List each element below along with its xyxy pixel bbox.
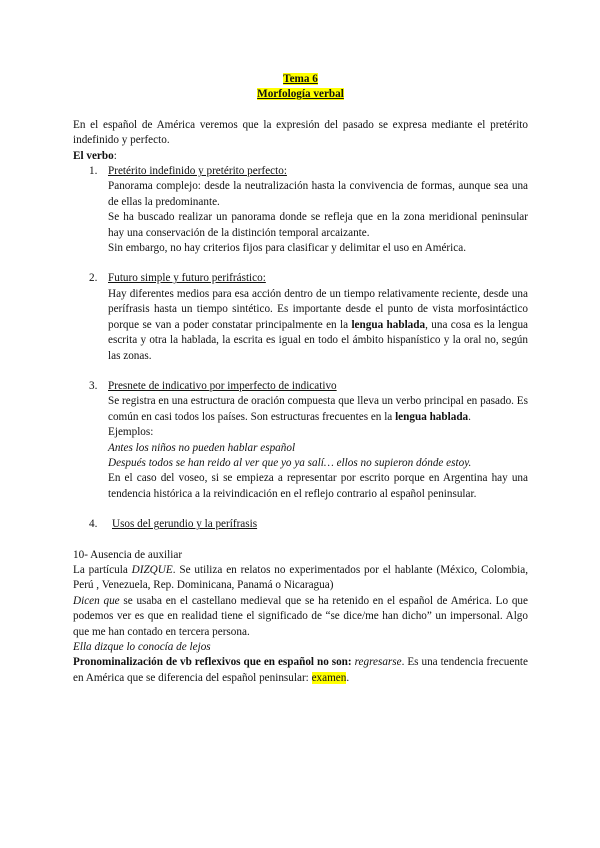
paragraph: Se registra en una estructura de oración compuesta que lleva un verbo principal en pasado. Es común en casi todos los países. Son estructuras frecuentes en la lengua hablada. xyxy=(108,395,528,423)
example-line: Después todos se han reido al ver que yo ya salí… ellos no supieron dónde estoy. xyxy=(108,456,472,469)
document-page xyxy=(73,72,528,686)
section-4 xyxy=(73,517,528,532)
paragraph: Se ha buscado realizar un panorama donde se refleja que en la zona meridional peninsular hay una conservación de la distinción temporal arcaizante. xyxy=(108,211,528,239)
paragraph: Hay diferentes medios para esa acción dentro de un tiempo relativamente reciente, desde una perífrasis hasta un tiempo sintético. Es importante desde el punto de vista morfosintáctico porque se van a poder constatar principalmente en la lengua hablada, una cosa es la lengua escrita y otra la hablada, la escrita es igual en todo el ámbito hispanístico y la oral no, según las zonas. xyxy=(108,287,529,362)
section-3 xyxy=(73,379,528,502)
section-number: 2. xyxy=(89,272,98,285)
highlighted-word: examen xyxy=(311,671,347,684)
section-heading: Presnete de indicativo por imperfecto de indicativo xyxy=(108,379,337,392)
verbo-heading: El verbo: xyxy=(73,149,117,162)
paragraph: Sin embargo, no hay criterios fijos para clasificar y delimitar el uso en América. xyxy=(108,242,466,255)
document-subtitle: Morfología verbal xyxy=(257,88,344,101)
paragraph: En el caso del voseo, si se empieza a representar por escrito porque en Argentina hay una tendencia histórica a la reivindicación en el reflejo contrario al español peninsular. xyxy=(108,472,528,500)
section-number: 3. xyxy=(89,379,98,392)
section-heading: Futuro simple y futuro perifrástico: xyxy=(108,272,266,285)
intro-paragraph: En el español de América veremos que la expresión del pasado se expresa mediante el pretérito indefinido y perfecto. xyxy=(73,118,528,147)
section-1 xyxy=(73,164,528,256)
section-2 xyxy=(73,271,528,363)
section-heading: Pretérito indefinido y pretérito perfecto: xyxy=(108,165,287,178)
section-number: 4. xyxy=(89,518,98,531)
section-number: 1. xyxy=(89,165,98,178)
example-line: Ella dizque lo conocía de lejos xyxy=(73,641,211,653)
document-title: Tema 6 xyxy=(283,73,318,85)
dicen-paragraph: Dicen que se usaba en el castellano medieval que se ha retenido en el español de América. Lo que podemos ver es que en realidad tiene el significado de “se dice/me han dicho” un impersonal. Algo que me han contado en tercera persona. xyxy=(73,594,528,638)
paragraph: Panorama complejo: desde la neutralización hasta la convivencia de formas, aunque sea una de ellas la predominante. xyxy=(108,180,528,208)
example-line: Antes los niños no pueden hablar español xyxy=(108,441,296,454)
ausencia-heading: 10- Ausencia de auxiliar xyxy=(73,548,183,561)
section-heading: Usos del gerundio y la perífrasis xyxy=(112,518,258,531)
dizque-paragraph: La partícula DIZQUE. Se utiliza en relatos no experimentados por el hablante (México, Colombia, Perú , Venezuela, Rep. Dominicana, Panamá o Nicaragua) xyxy=(73,563,528,592)
pronominalizacion-paragraph: Pronominalización de vb reflexivos que en español no son: regresarse. Es una tendencia frecuente en América que se diferencia del español peninsular: examen. xyxy=(73,656,528,684)
examples-label: Ejemplos: xyxy=(108,426,154,439)
